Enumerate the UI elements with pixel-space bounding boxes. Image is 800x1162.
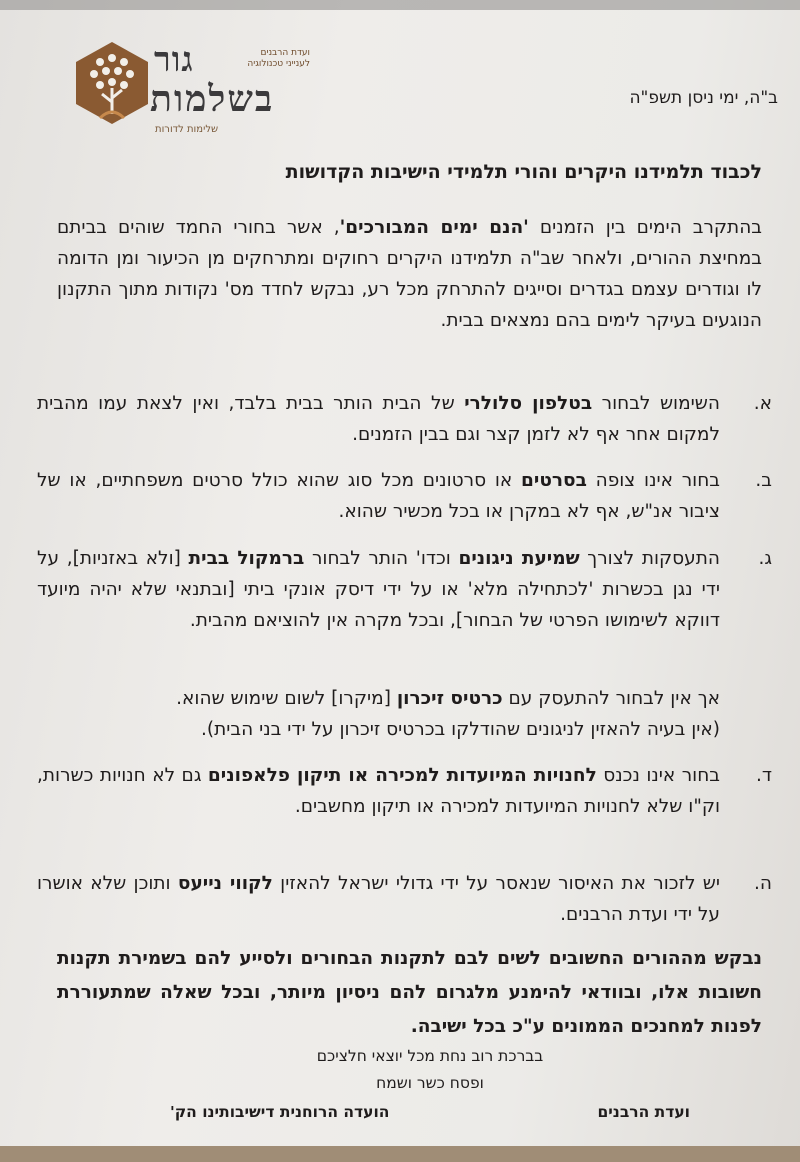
photo-top-edge (0, 0, 800, 10)
rule-item-b (37, 465, 772, 527)
item-bold: לחנויות המיועדות למכירה או תיקון פלאפונים (207, 765, 597, 786)
tree-logo-icon (72, 40, 152, 130)
item-letter: ד. (756, 765, 772, 786)
intro-text-1: בהתקרב הימים בין הזמנים (528, 217, 762, 238)
note-text: [מיקרו] לשום שימוש שהוא. (176, 688, 397, 709)
signature-spiritual-committee: הועדה הרוחנית דישיבותינו הק' (170, 1103, 390, 1121)
rule-item-a (37, 388, 772, 450)
logo-title-bottom: בשלמות (150, 78, 275, 120)
intro-bold: 'הנם ימים המבורכים' (339, 217, 529, 238)
item-text: בחור אינו נכנס (596, 765, 720, 786)
closing-paragraph: נבקש מההורים החשובים לשים לבם לתקנות הבחורים ולסייע להם בשמירת תקנות חשובות אלו, ובוודאי להימנע מלגרום להם ניסיון מיותר, ובכל שאלה שמתעוררת לפנות למחנכים הממונים ע"כ בכל ישיבה. (57, 948, 762, 1037)
item-letter: ב. (755, 470, 772, 491)
rule-item-d (37, 760, 772, 822)
item-bold: בטלפון סלולרי (464, 393, 593, 414)
item-letter: א. (753, 393, 772, 414)
item-text: [ולא באזניות], על ידי נגן בכשרות 'לכתחילה מלא' או על ידי דיסק אונקי ביתי [ובתנאי שלא יהיה מיועד דווקא לשימושו הפרטי של הבחור], ובכל מקרה אין להוציאם מהבית. (37, 548, 720, 631)
item-letter: ג. (758, 548, 772, 569)
note-bold: כרטיס זיכרון (396, 688, 503, 709)
item-bold: בסרטים (520, 470, 587, 491)
signature-rabbis-committee: ועדת הרבנים (597, 1103, 690, 1121)
item-text: בחור אינו צופה (586, 470, 720, 491)
item-text: ותוכן שלא אושרו על ידי ועדת הרבנים. (37, 873, 720, 925)
item-bold: שמיעת ניגונים (458, 548, 580, 569)
item-text: התעסקות לצורך (579, 548, 720, 569)
rule-item-c (37, 543, 772, 636)
logo-slogan: שלימות לדורות (155, 124, 219, 135)
note-text: אך אין לבחור להתעסק עם (502, 688, 720, 709)
item-text: או סרטונים מכל סוג שהוא כולל סרטים משפחתיים, או של ציבור אנ"ש, אף לא במקרן או בכל מכשיר שהוא. (37, 470, 720, 522)
logo-title-top: גור (154, 40, 194, 80)
intro-paragraph (57, 212, 762, 336)
item-text: השימוש לבחור (592, 393, 720, 414)
rule-item-e (37, 868, 772, 930)
blessing-line-1: בברכת רוב נחת מכל יוצאי חלציכם (316, 1047, 544, 1065)
logo-org-name: ועדת הרבנים לענייני טכנולוגיה (247, 48, 310, 69)
item-text: של הבית הותר בבית בלבד, ואין לצאת עמו מהבית למקום אחר אף לא לזמן קצר וגם בבין הזמנים. (37, 393, 720, 445)
intro-text-2: , אשר בחורי החמד שוהים בביתם במחיצת ההורים, ולאחר שב"ה תלמידנו היקרים רחוקים ומתרחקים מן הכיעור ומן הדומה לו וגודרים עצמם בגדרים וסייגים להתרחק מכל רע, נבקש לחדד מס' נקודות מתוך התקנון הנוגעים בעיקר לימים בהם נמצאים בבית. (57, 217, 762, 331)
item-text: יש לזכור את האיסור שנאסר על ידי גדולי ישראל להאזין (272, 873, 721, 894)
letter-heading: לכבוד תלמידנו היקרים והורי תלמידי הישיבות הקדושות (285, 161, 762, 183)
note-parenthetical: (אין בעיה להאזין לניגונים שהודלקו בכרטיס זיכרון על ידי בני הבית). (201, 719, 720, 740)
letter-date: ב"ה, ימי ניסן תשפ"ה (629, 88, 778, 108)
item-bold: לקווי נייעס (177, 873, 273, 894)
blessing-line-2: ופסח כשר ושמח (376, 1074, 484, 1092)
item-letter: ה. (754, 873, 772, 894)
photo-bottom-edge (0, 1146, 800, 1162)
item-text: גם לא חנויות כשרות, וק"ו שלא לחנויות המיועדות למכירה או תיקון מחשבים. (37, 765, 720, 817)
item-bold: ברמקול בבית (188, 548, 305, 569)
memory-card-note (40, 683, 720, 745)
item-text: וכדו' הותר לבחור (304, 548, 459, 569)
